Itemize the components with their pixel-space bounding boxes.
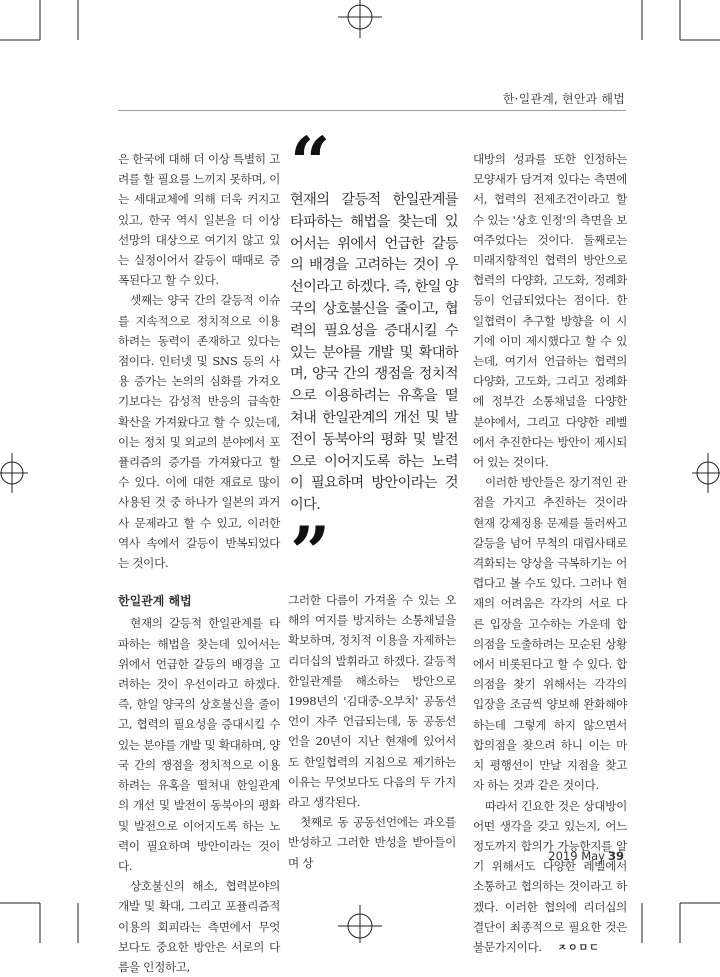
page-number: 39: [607, 849, 624, 863]
header-rule: [118, 110, 626, 111]
right-paragraph-3-text: 따라서 긴요한 것은 상대방이 어떤 생각을 갖고 있는지, 어느 정도까지 합의가 가능한지를 알기 위해서도 다양한 레벨에서 소통하고 협의하는 것이라고 하겠다. 이러한 협의에 리더십의 결단이 최종적으로 필요한 것은 불문가지이다.: [473, 798, 627, 954]
left-paragraph-1: 은 한국에 대해 더 이상 특별히 고려를 할 필요를 느끼지 못하며, 이는 세대교체에 의해 더욱 커지고 있고, 한국 역시 일본을 더 이상 선망의 대상으로 여기지 않고 있는 실정이어서 갈등이 때때로 증폭된다고 할 수 있다.: [118, 152, 281, 288]
crop-mark-bottom-right: [640, 893, 720, 943]
left-paragraph-2: 셋째는 양국 간의 갈등적 이슈를 지속적으로 정치적으로 이용하려는 동력이 존재하고 있다는 점이다. 인터넷 및 SNS 등의 사용 증가는 논의의 심화를 가져오기보다는 감성적 반응의 급속한 확산을 가져왔다고 할 수 있는데, 이는 정치 및 외교의 분야에서 포퓰리즘의 증가를 가져왔다고 할 수 있다. 이에 대한 재료로 많이 사용된 것 중 하나가 일본의 과거사 문제라고 할 수 있고, 이러한 역사 속에서 갈등이 반복되었다는 것이다.: [118, 293, 280, 571]
crop-mark-bottom-left: [0, 893, 80, 943]
registration-mark-right: [690, 448, 720, 498]
crop-mark-top-left: [0, 0, 80, 50]
right-paragraph-3: [473, 796, 627, 960]
registration-mark-bottom: [338, 903, 382, 943]
right-paragraph-2: 이러한 방안들은 장기적인 관점을 가지고 추진하는 것이라 현재 강제징용 문제를 둘러싸고 갈등을 넘어 무척의 대립사태로 격화되는 양상을 극복하기는 어렵다고 볼 수도 있다. 그러나 현재의 어려움은 각각의 서로 다른 입장을 고수하는 가운데 합의점을 도출하려는 모순된 상황에서 비롯된다고 할 수 있다. 합의점을 찾기 위해서는 각각의 입장을 조금씩 양보해 완화해야 하는데 그렇게 하지 않으면서 합의점을 찾으려 하니 이는 마치 평행선이 만날 지점을 찾고자 하는 것과 같은 것이다.: [473, 475, 627, 793]
left-column: [118, 149, 280, 977]
close-quote-mark: ”: [290, 511, 331, 594]
middle-paragraph-1: 그러한 다름이 가져올 수 있는 오해의 여지를 방지하는 소통채널을 확보하며, 정치적 이용을 자제하는 리더십의 발휘라고 하겠다. 갈등적 한일관계를 해소하는 방안으로 1998년의 '김대중-오부치' 공동선언이 자주 언급되는데, 동 공동선언을 20년이 지난 현재에 있어서도 한일협력의 지침으로 제기하는 이유는 무엇보다도 다음의 두 가지라고 생각된다.: [288, 593, 456, 810]
middle-paragraph-2: 첫째로 동 공동선언에는 과오를 반성하고 그러한 반성을 받아들이며 상: [288, 815, 456, 870]
left-paragraph-3: 현재의 갈등적 한일관계를 타파하는 해법을 찾는데 있어서는 위에서 언급한 갈등의 배경을 고려하는 것이 우선이라고 하겠다. 즉, 한일 양국의 상호불신을 줄이고, 협력의 필요성을 증대시킬 수 있는 분야를 개발 및 확대하며, 양국 간의 쟁점을 정치적으로 이용하려는 유혹을 떨쳐내 한일관계의 개선 및 발전이 동북아의 평화 및 발전으로 이어지도록 하는 노력이 필요하며 방안이라는 것이다.: [118, 616, 281, 873]
issue-date: 2019 May: [548, 849, 605, 863]
middle-column: [288, 590, 456, 873]
left-paragraph-4: 상호불신의 해소, 협력분야의 개발 및 확대, 그리고 포퓰리즘적 이용의 회피라는 측면에서 무엇보다도 중요한 방안은 서로의 다름을 인정하고,: [118, 879, 280, 974]
section-heading: 한일관계 해법: [118, 594, 192, 609]
running-header: 한·일관계, 현안과 해법: [502, 92, 625, 106]
open-quote-mark: “: [290, 121, 331, 204]
registration-mark-left: [0, 448, 30, 498]
article-end-mark: ㅈㅇㅁㄷ: [557, 942, 600, 954]
right-column: [473, 149, 627, 959]
crop-mark-top-right: [640, 0, 720, 50]
page-footer: [548, 849, 624, 863]
pull-quote: 현재의 갈등적 한일관계를 타파하는 해법을 찾는데 있어서는 위에서 언급한 갈등의 배경을 고려하는 것이 우선이라고 하겠다. 즉, 한일 양국의 상호불신을 줄이고, 협력의 필요성을 증대시킬 수 있는 분야를 개발 및 확대하며, 양국 간의 쟁점을 정치적으로 이용하려는 유혹을 떨쳐내 한일관계의 개선 및 발전이 동북아의 평화 및 발전으로 이어지도록 하는 노력이 필요하며 방안이라는 것이다.: [290, 192, 458, 514]
registration-mark-top: [338, 0, 382, 40]
right-paragraph-1: 대방의 성과를 또한 인정하는 모양새가 담겨져 있다는 측면에서, 협력의 전제조건이라고 할 수 있는 '상호 인정'의 측면을 보여주었다는 것이다. 둘째로는 미래지향적인 협력의 방안으로 협력의 다양화, 고도화, 정례화 등이 언급되었다는 점이다. 한일협력이 추구할 방향을 이 시기에 이미 제시했다고 할 수 있는데, 여기서 언급하는 협력의 다양화, 고도화, 그리고 정례화에 정부간 소통채널을 다양한 분야에서, 그리고 다양한 레벨에서 추진한다는 방안이 제시되어 있는 것이다.: [473, 152, 627, 470]
